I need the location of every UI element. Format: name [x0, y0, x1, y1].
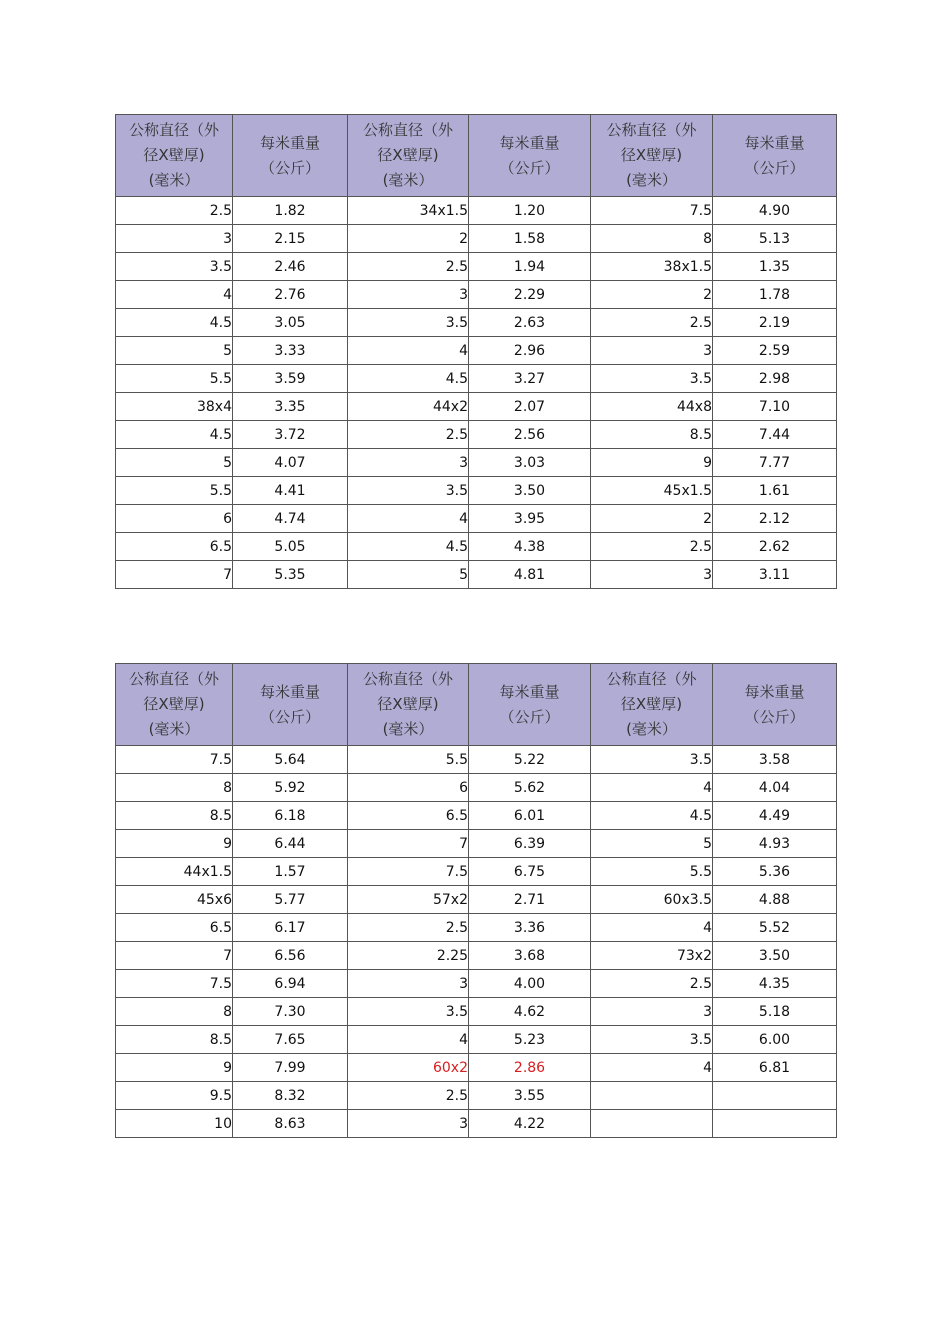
cell-weight: 6.00 — [713, 1026, 837, 1054]
header-line: （公斤） — [259, 707, 320, 726]
cell-nominal-size: 34x1.5 — [348, 197, 469, 225]
header-line: (毫米） — [626, 171, 677, 189]
cell-nominal-size: 5 — [116, 449, 233, 477]
cell-nominal-size: 3 — [591, 337, 713, 365]
cell-nominal-size: 9 — [591, 449, 713, 477]
cell-nominal-size: 2.5 — [591, 533, 713, 561]
cell-weight: 5.62 — [469, 774, 591, 802]
cell-weight: 3.36 — [469, 914, 591, 942]
header-line: 每米重量 — [744, 682, 805, 701]
cell-weight — [713, 1082, 837, 1110]
cell-weight: 7.30 — [233, 998, 348, 1026]
header-line: (毫米） — [382, 171, 434, 189]
header-weight-per-meter — [713, 115, 837, 197]
cell-weight: 6.75 — [469, 858, 591, 886]
cell-nominal-size: 6 — [348, 774, 469, 802]
cell-weight: 2.63 — [469, 309, 591, 337]
cell-weight: 5.36 — [713, 858, 837, 886]
header-nominal-size — [348, 115, 469, 197]
table-row — [116, 942, 837, 970]
header-row — [116, 115, 837, 197]
cell-nominal-size: 2.5 — [348, 914, 469, 942]
cell-weight: 2.07 — [469, 393, 591, 421]
cell-weight: 2.98 — [713, 365, 837, 393]
table-row — [116, 337, 837, 365]
cell-weight: 7.65 — [233, 1026, 348, 1054]
cell-nominal-size: 7 — [116, 561, 233, 589]
cell-weight: 1.61 — [713, 477, 837, 505]
cell-nominal-size: 4 — [348, 1026, 469, 1054]
cell-nominal-size: 4.5 — [591, 802, 713, 830]
cell-nominal-size: 4 — [116, 281, 233, 309]
cell-weight: 4.04 — [713, 774, 837, 802]
cell-weight: 2.62 — [713, 533, 837, 561]
table-row — [116, 746, 837, 774]
cell-weight: 2.59 — [713, 337, 837, 365]
cell-nominal-size: 6.5 — [116, 914, 233, 942]
cell-weight: 4.22 — [469, 1110, 591, 1138]
cell-weight: 8.63 — [233, 1110, 348, 1138]
cell-nominal-size: 2 — [591, 281, 713, 309]
cell-nominal-size: 7.5 — [116, 970, 233, 998]
cell-weight: 4.81 — [469, 561, 591, 589]
header-line: (毫米） — [148, 171, 200, 189]
cell-weight: 5.18 — [713, 998, 837, 1026]
cell-nominal-size: 38x1.5 — [591, 253, 713, 281]
cell-nominal-size: 2.5 — [348, 253, 469, 281]
table-row — [116, 449, 837, 477]
cell-nominal-size: 4.5 — [116, 421, 233, 449]
header-line: 径X壁厚) — [620, 146, 683, 164]
cell-weight: 1.35 — [713, 253, 837, 281]
cell-nominal-size: 3.5 — [348, 309, 469, 337]
cell-weight: 2.19 — [713, 309, 837, 337]
cell-nominal-size: 3.5 — [348, 477, 469, 505]
cell-nominal-size: 5.5 — [116, 365, 233, 393]
cell-nominal-size: 4 — [348, 505, 469, 533]
cell-weight: 2.15 — [233, 225, 348, 253]
header-weight-per-meter — [469, 115, 591, 197]
cell-nominal-size: 7.5 — [591, 197, 713, 225]
cell-weight: 3.11 — [713, 561, 837, 589]
cell-nominal-size: 3.5 — [348, 998, 469, 1026]
cell-nominal-size: 10 — [116, 1110, 233, 1138]
cell-nominal-size: 7 — [116, 942, 233, 970]
cell-nominal-size: 2 — [591, 505, 713, 533]
cell-nominal-size: 4.5 — [348, 533, 469, 561]
steel-pipe-weight-table-2 — [115, 663, 837, 1138]
cell-weight: 4.62 — [469, 998, 591, 1026]
cell-nominal-size: 7 — [348, 830, 469, 858]
cell-weight: 2.29 — [469, 281, 591, 309]
cell-nominal-size: 3 — [348, 449, 469, 477]
header-line: (毫米） — [148, 720, 200, 738]
header-line: 径X壁厚) — [143, 695, 205, 713]
cell-weight: 4.49 — [713, 802, 837, 830]
cell-weight: 1.57 — [233, 858, 348, 886]
cell-weight: 1.20 — [469, 197, 591, 225]
cell-weight: 4.93 — [713, 830, 837, 858]
cell-nominal-size: 57x2 — [348, 886, 469, 914]
cell-nominal-size: 3 — [591, 998, 713, 1026]
cell-weight: 3.05 — [233, 309, 348, 337]
cell-nominal-size: 45x1.5 — [591, 477, 713, 505]
table-row — [116, 774, 837, 802]
cell-weight: 3.03 — [469, 449, 591, 477]
cell-weight: 6.56 — [233, 942, 348, 970]
cell-nominal-size: 2.5 — [591, 309, 713, 337]
cell-nominal-size: 9 — [116, 1054, 233, 1082]
cell-weight: 7.99 — [233, 1054, 348, 1082]
header-nominal-size — [591, 115, 713, 197]
cell-nominal-size: 44x1.5 — [116, 858, 233, 886]
cell-nominal-size: 4 — [591, 774, 713, 802]
cell-weight: 3.72 — [233, 421, 348, 449]
cell-weight: 3.95 — [469, 505, 591, 533]
header-line: 每米重量 — [499, 133, 560, 152]
cell-nominal-size: 4 — [348, 337, 469, 365]
cell-nominal-size: 3 — [116, 225, 233, 253]
cell-nominal-size: 9.5 — [116, 1082, 233, 1110]
cell-weight: 5.13 — [713, 225, 837, 253]
cell-nominal-size: 44x2 — [348, 393, 469, 421]
header-row — [116, 664, 837, 746]
cell-nominal-size: 3.5 — [116, 253, 233, 281]
cell-weight: 1.58 — [469, 225, 591, 253]
cell-weight — [713, 1110, 837, 1138]
cell-nominal-size: 2.25 — [348, 942, 469, 970]
cell-nominal-size: 2 — [348, 225, 469, 253]
cell-weight: 2.12 — [713, 505, 837, 533]
header-line: 公称直径（外 — [606, 121, 697, 139]
cell-weight: 4.90 — [713, 197, 837, 225]
header-line: 每米重量 — [259, 682, 320, 701]
header-nominal-size — [116, 664, 233, 746]
cell-weight: 6.94 — [233, 970, 348, 998]
cell-weight: 4.38 — [469, 533, 591, 561]
cell-nominal-size: 7.5 — [348, 858, 469, 886]
table-row — [116, 1026, 837, 1054]
cell-nominal-size — [591, 1082, 713, 1110]
cell-nominal-size: 73x2 — [591, 942, 713, 970]
cell-weight: 3.50 — [469, 477, 591, 505]
table-row — [116, 253, 837, 281]
cell-nominal-size: 8.5 — [116, 1026, 233, 1054]
table-row — [116, 561, 837, 589]
cell-weight: 3.35 — [233, 393, 348, 421]
cell-nominal-size: 6.5 — [348, 802, 469, 830]
cell-nominal-size: 4.5 — [116, 309, 233, 337]
cell-weight: 2.96 — [469, 337, 591, 365]
header-line: （公斤） — [499, 707, 560, 726]
cell-weight: 3.55 — [469, 1082, 591, 1110]
cell-weight: 4.00 — [469, 970, 591, 998]
header-line: 公称直径（外 — [128, 121, 219, 139]
cell-nominal-size: 2.5 — [116, 197, 233, 225]
cell-nominal-size: 60x3.5 — [591, 886, 713, 914]
cell-weight: 5.22 — [469, 746, 591, 774]
cell-weight: 5.52 — [713, 914, 837, 942]
cell-weight: 6.39 — [469, 830, 591, 858]
cell-nominal-size: 5 — [116, 337, 233, 365]
table-row — [116, 281, 837, 309]
cell-weight: 5.23 — [469, 1026, 591, 1054]
cell-nominal-size: 5.5 — [348, 746, 469, 774]
cell-nominal-size: 60x2 — [348, 1054, 469, 1082]
cell-nominal-size: 8 — [116, 774, 233, 802]
cell-nominal-size: 4 — [591, 1054, 713, 1082]
table-row — [116, 533, 837, 561]
table-row — [116, 365, 837, 393]
cell-weight: 2.76 — [233, 281, 348, 309]
table-row — [116, 1110, 837, 1138]
table-row — [116, 998, 837, 1026]
cell-nominal-size: 3 — [591, 561, 713, 589]
cell-nominal-size: 38x4 — [116, 393, 233, 421]
table-row — [116, 197, 837, 225]
table-row — [116, 830, 837, 858]
cell-nominal-size: 2.5 — [348, 421, 469, 449]
table-row — [116, 505, 837, 533]
header-weight-per-meter — [233, 115, 348, 197]
table-row — [116, 225, 837, 253]
cell-nominal-size: 44x8 — [591, 393, 713, 421]
cell-weight: 1.82 — [233, 197, 348, 225]
cell-nominal-size: 8 — [591, 225, 713, 253]
header-line: （公斤） — [744, 158, 805, 177]
header-line: 径X壁厚) — [377, 695, 439, 713]
table-row — [116, 802, 837, 830]
header-line: 每米重量 — [744, 133, 805, 152]
table-row — [116, 886, 837, 914]
cell-nominal-size: 3 — [348, 1110, 469, 1138]
cell-weight: 3.27 — [469, 365, 591, 393]
cell-nominal-size: 5.5 — [116, 477, 233, 505]
cell-weight: 5.05 — [233, 533, 348, 561]
table-row — [116, 914, 837, 942]
cell-nominal-size: 9 — [116, 830, 233, 858]
header-nominal-size — [348, 664, 469, 746]
cell-weight: 3.58 — [713, 746, 837, 774]
cell-weight: 4.88 — [713, 886, 837, 914]
header-line: （公斤） — [744, 707, 805, 726]
header-weight-per-meter — [469, 664, 591, 746]
table-row — [116, 970, 837, 998]
cell-nominal-size: 6 — [116, 505, 233, 533]
cell-weight: 2.56 — [469, 421, 591, 449]
cell-nominal-size: 5 — [591, 830, 713, 858]
header-line: （公斤） — [499, 158, 560, 177]
cell-nominal-size: 3.5 — [591, 1026, 713, 1054]
cell-nominal-size: 5 — [348, 561, 469, 589]
cell-nominal-size: 2.5 — [348, 1082, 469, 1110]
cell-weight: 5.92 — [233, 774, 348, 802]
cell-weight: 3.50 — [713, 942, 837, 970]
cell-nominal-size: 3.5 — [591, 746, 713, 774]
table-row — [116, 858, 837, 886]
cell-weight: 4.07 — [233, 449, 348, 477]
table-row — [116, 421, 837, 449]
cell-nominal-size: 4 — [591, 914, 713, 942]
cell-weight: 6.81 — [713, 1054, 837, 1082]
cell-nominal-size: 3 — [348, 970, 469, 998]
cell-weight: 3.68 — [469, 942, 591, 970]
header-nominal-size — [116, 115, 233, 197]
header-line: 每米重量 — [259, 133, 320, 152]
steel-pipe-weight-table-1 — [115, 114, 837, 589]
header-line: 公称直径（外 — [128, 670, 219, 688]
cell-nominal-size: 8.5 — [591, 421, 713, 449]
cell-weight: 7.44 — [713, 421, 837, 449]
cell-weight: 4.74 — [233, 505, 348, 533]
cell-weight: 2.86 — [469, 1054, 591, 1082]
header-line: 径X壁厚) — [377, 146, 439, 164]
cell-weight: 5.64 — [233, 746, 348, 774]
header-line: 公称直径（外 — [362, 121, 453, 139]
cell-weight: 5.77 — [233, 886, 348, 914]
header-line: 每米重量 — [499, 682, 560, 701]
table-row — [116, 477, 837, 505]
cell-weight: 7.10 — [713, 393, 837, 421]
cell-weight: 5.35 — [233, 561, 348, 589]
cell-nominal-size — [591, 1110, 713, 1138]
cell-weight: 2.46 — [233, 253, 348, 281]
cell-nominal-size: 8 — [116, 998, 233, 1026]
cell-weight: 1.94 — [469, 253, 591, 281]
header-line: 径X壁厚) — [143, 146, 205, 164]
table-row — [116, 1054, 837, 1082]
header-line: 径X壁厚) — [620, 695, 683, 713]
header-line: (毫米） — [626, 720, 677, 738]
cell-weight: 6.17 — [233, 914, 348, 942]
header-line: (毫米） — [382, 720, 434, 738]
table-row — [116, 309, 837, 337]
header-nominal-size — [591, 664, 713, 746]
cell-nominal-size: 8.5 — [116, 802, 233, 830]
header-weight-per-meter — [233, 664, 348, 746]
cell-weight: 8.32 — [233, 1082, 348, 1110]
cell-weight: 3.33 — [233, 337, 348, 365]
cell-nominal-size: 45x6 — [116, 886, 233, 914]
table-row — [116, 1082, 837, 1110]
cell-weight: 6.18 — [233, 802, 348, 830]
table-row — [116, 393, 837, 421]
header-line: 公称直径（外 — [362, 670, 453, 688]
cell-nominal-size: 6.5 — [116, 533, 233, 561]
cell-weight: 4.35 — [713, 970, 837, 998]
cell-nominal-size: 3.5 — [591, 365, 713, 393]
cell-weight: 3.59 — [233, 365, 348, 393]
cell-nominal-size: 7.5 — [116, 746, 233, 774]
cell-nominal-size: 3 — [348, 281, 469, 309]
cell-nominal-size: 4.5 — [348, 365, 469, 393]
header-line: （公斤） — [259, 158, 320, 177]
header-line: 公称直径（外 — [606, 670, 697, 688]
cell-weight: 7.77 — [713, 449, 837, 477]
cell-weight: 2.71 — [469, 886, 591, 914]
cell-nominal-size: 5.5 — [591, 858, 713, 886]
cell-weight: 6.01 — [469, 802, 591, 830]
cell-weight: 6.44 — [233, 830, 348, 858]
cell-nominal-size: 2.5 — [591, 970, 713, 998]
header-weight-per-meter — [713, 664, 837, 746]
cell-weight: 4.41 — [233, 477, 348, 505]
cell-weight: 1.78 — [713, 281, 837, 309]
